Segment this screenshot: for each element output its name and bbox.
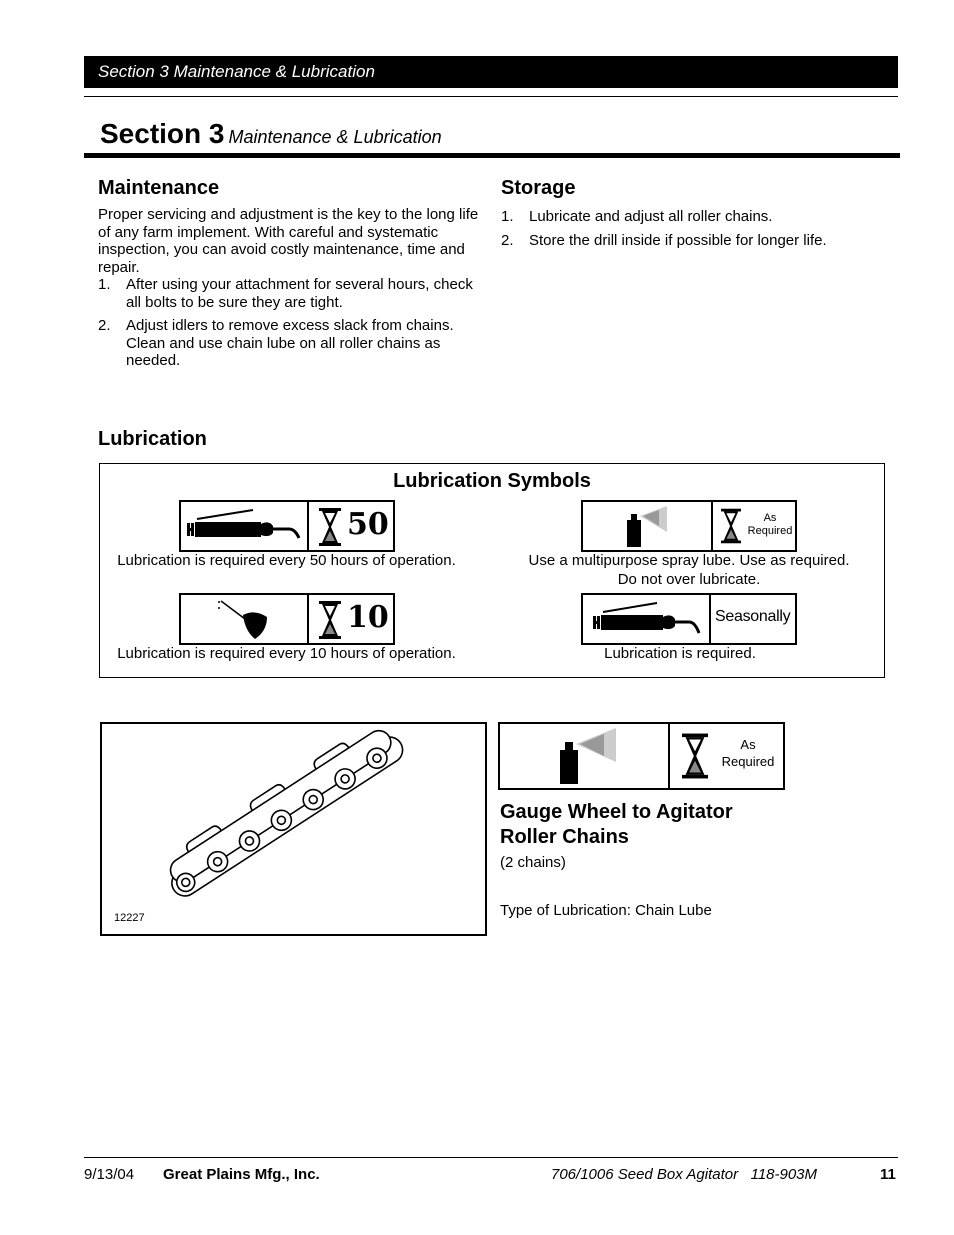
symbol-grease-seasonally	[581, 593, 797, 645]
section-number: Section 3	[100, 118, 225, 149]
section-rule	[84, 153, 900, 158]
oil-can-icon	[181, 595, 309, 643]
lubrication-symbols-title: Lubrication Symbols	[393, 470, 591, 492]
interval-label: 10	[347, 600, 389, 635]
list-item: 1. After using your attachment for several hours, check all bolts to be sure they are tight.	[98, 276, 473, 311]
footer-company: Great Plains Mfg., Inc.	[163, 1166, 320, 1183]
symbol-caption: Lubrication is required.	[604, 645, 756, 662]
lube-point-title: Gauge Wheel to Agitator Roller Chains	[500, 801, 733, 848]
lubrication-heading: Lubrication	[98, 428, 207, 450]
roller-chain-icon	[102, 724, 485, 934]
roller-chain-figure	[100, 722, 487, 936]
list-item: 1. Lubricate and adjust all roller chains.	[501, 208, 773, 225]
spray-can-icon	[500, 724, 670, 788]
storage-steps	[501, 208, 891, 249]
interval-label: 50	[347, 507, 389, 542]
lube-point-type: Type of Lubrication: Chain Lube	[500, 902, 712, 919]
interval-label: As Required	[747, 512, 793, 537]
maintenance-intro: Proper servicing and adjustment is the key to the long life of any farm implement. With careful and systematic inspection, you can avoid costly maintenance, time and repair.	[98, 206, 479, 276]
maintenance-heading: Maintenance	[98, 177, 220, 199]
storage-heading: Storage	[501, 177, 576, 199]
symbol-grease-50	[179, 500, 395, 552]
lube-point-quantity: (2 chains)	[500, 854, 566, 871]
interval-label: Seasonally	[715, 608, 791, 625]
section-title	[100, 118, 442, 150]
lube-point-info	[500, 800, 880, 919]
spray-can-icon	[583, 502, 713, 550]
figure-number: 12227	[114, 912, 145, 924]
list-item: 2. Adjust idlers to remove excess slack from chains. Clean and use chain lube on all roller chains as needed.	[98, 317, 454, 369]
symbol-spray-as-required-large	[498, 722, 785, 790]
symbol-caption: Use a multipurpose spray lube. Use as required. Do not over lubricate.	[528, 552, 850, 588]
running-header-title: Section 3 Maintenance & Lubrication	[98, 62, 375, 81]
hourglass-icon	[319, 508, 341, 546]
footer-rule	[84, 1157, 898, 1158]
maintenance-steps	[98, 276, 480, 370]
symbol-spray-as-required	[581, 500, 797, 552]
grease-gun-icon	[181, 502, 309, 550]
section-subtitle: Maintenance & Lubrication	[228, 127, 442, 147]
header-rule	[84, 96, 898, 97]
storage-section	[501, 177, 891, 255]
symbol-caption: Lubrication is required every 50 hours of operation.	[117, 552, 456, 569]
maintenance-section	[98, 177, 480, 376]
hourglass-icon	[721, 508, 741, 544]
symbol-caption: Lubrication is required every 10 hours of operation.	[117, 645, 456, 662]
running-header	[84, 56, 898, 88]
grease-gun-icon	[583, 595, 711, 643]
symbol-oil-10	[179, 593, 395, 645]
hourglass-icon	[682, 732, 708, 780]
page-number: 11	[880, 1166, 896, 1183]
footer-manual: 706/1006 Seed Box Agitator 118-903M	[551, 1166, 818, 1183]
footer-date: 9/13/04	[84, 1166, 135, 1183]
list-item: 2. Store the drill inside if possible for longer life.	[501, 231, 827, 249]
hourglass-icon	[319, 601, 341, 639]
interval-label: As Required	[721, 737, 775, 769]
